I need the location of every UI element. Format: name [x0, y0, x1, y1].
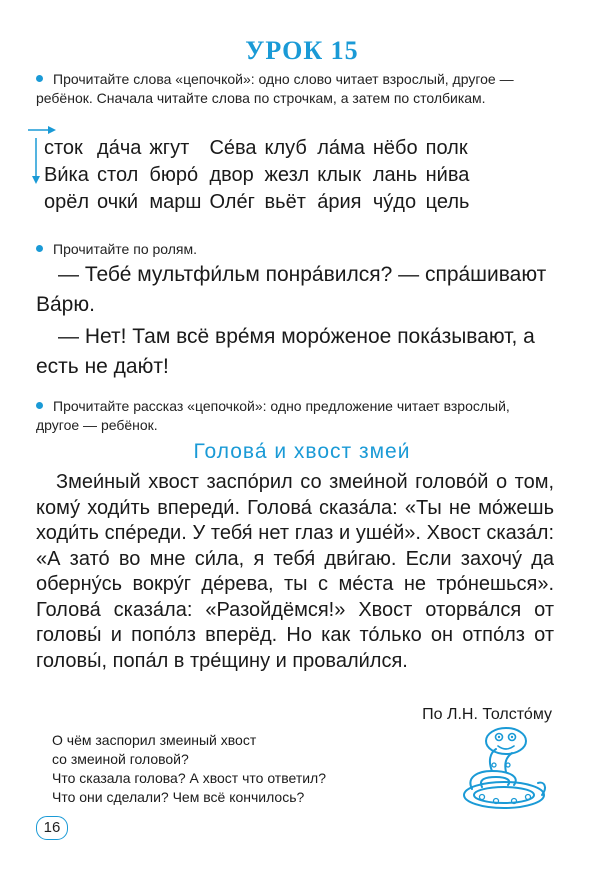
question-line: Что сказала голова? А хвост что ответил?	[52, 770, 327, 786]
questions	[52, 731, 432, 807]
word-cell: сток	[44, 137, 83, 159]
bullet-icon	[36, 245, 43, 252]
question-line: со змеиной головой?	[52, 751, 189, 767]
word-cell: жгут	[149, 137, 190, 159]
word-cell: Оле́г	[209, 191, 255, 213]
word-cell: Се́ва	[209, 137, 257, 159]
snake-icon	[452, 725, 552, 815]
story-text: Змеи́ный хвост заспо́рил со змеи́ной голово́й о том, кому́ ходи́ть впереди́. Голова́ сказа́ла: «Ты не мо́жешь ходи́ть спе́реди. У тебя́ нет глаз и уше́й». Хвост сказа́л: «А зато́ во мне си́ла, я тебя́ дви́гаю. Если захочу́ да оберну́сь вокру́г де́рева, ты с ме́ста не тро́нешься». Голова́ сказа́ла: «Разойдёмся!» Хвост оторва́лся от головы́ и попо́лз вперёд. Но как то́лько он отпо́лз от головы́, попа́л в тре́щину и провали́лся.	[36, 471, 554, 672]
word-cell: лань	[372, 164, 418, 186]
question-line: Что они сделали? Чем всё кончилось?	[52, 789, 305, 805]
word-row	[40, 189, 473, 216]
word-cell: двор	[209, 164, 254, 186]
word-cell: ла́ма	[317, 137, 365, 159]
word-row	[40, 135, 473, 162]
bullet-icon	[36, 75, 43, 82]
lesson-title: УРОК 15	[245, 36, 359, 65]
word-cell: бюро́	[149, 164, 199, 186]
dialogue	[36, 260, 566, 384]
bullet-icon	[36, 402, 43, 409]
word-cell: марш	[149, 191, 202, 213]
word-cell: клык	[317, 164, 361, 186]
task3-text: Прочитайте рассказ «цепочкой»: одно предложение читает взрослый, другое — ребёнок.	[36, 398, 510, 433]
word-cell: клуб	[264, 137, 307, 159]
story-title: Голова́ и хвост змеи́	[193, 440, 411, 463]
story-author: По Л.Н. Толсто́му	[422, 706, 552, 723]
dialogue-line: — Нет! Там всё вре́мя моро́женое пока́зывают, а есть не даю́т!	[36, 325, 535, 378]
word-cell: нёбо	[372, 137, 418, 159]
task2-instruction	[36, 240, 556, 259]
question-line: О чём заспорил змеиный хвост	[52, 732, 257, 748]
word-cell: полк	[425, 137, 468, 159]
task2-text: Прочитайте по ролям.	[53, 241, 198, 257]
word-cell: очки́	[97, 191, 139, 213]
word-cell: жезл	[264, 164, 310, 186]
page-number: 16	[36, 816, 68, 840]
word-cell: орёл	[44, 191, 90, 213]
task1-text: Прочитайте слова «цепочкой»: одно слово читает взрослый, другое — ребёнок. Сначала читайте слова по строчкам, а затем по столбикам.	[36, 71, 514, 106]
task1-instruction	[36, 70, 556, 108]
word-cell: стол	[97, 164, 139, 186]
dialogue-line: — Тебе́ мультфи́льм понра́вился? — спра́шивают Ва́рю.	[36, 263, 547, 316]
word-cell: Ви́ка	[44, 164, 89, 186]
word-grid	[40, 135, 473, 216]
word-row	[40, 162, 473, 189]
task3-instruction	[36, 397, 556, 435]
word-cell: ни́ва	[425, 164, 470, 186]
word-cell: а́рия	[317, 191, 362, 213]
word-cell: вьёт	[264, 191, 306, 213]
word-cell: чу́до	[372, 191, 417, 213]
word-cell: да́ча	[97, 137, 142, 159]
word-cell: цель	[425, 191, 470, 213]
